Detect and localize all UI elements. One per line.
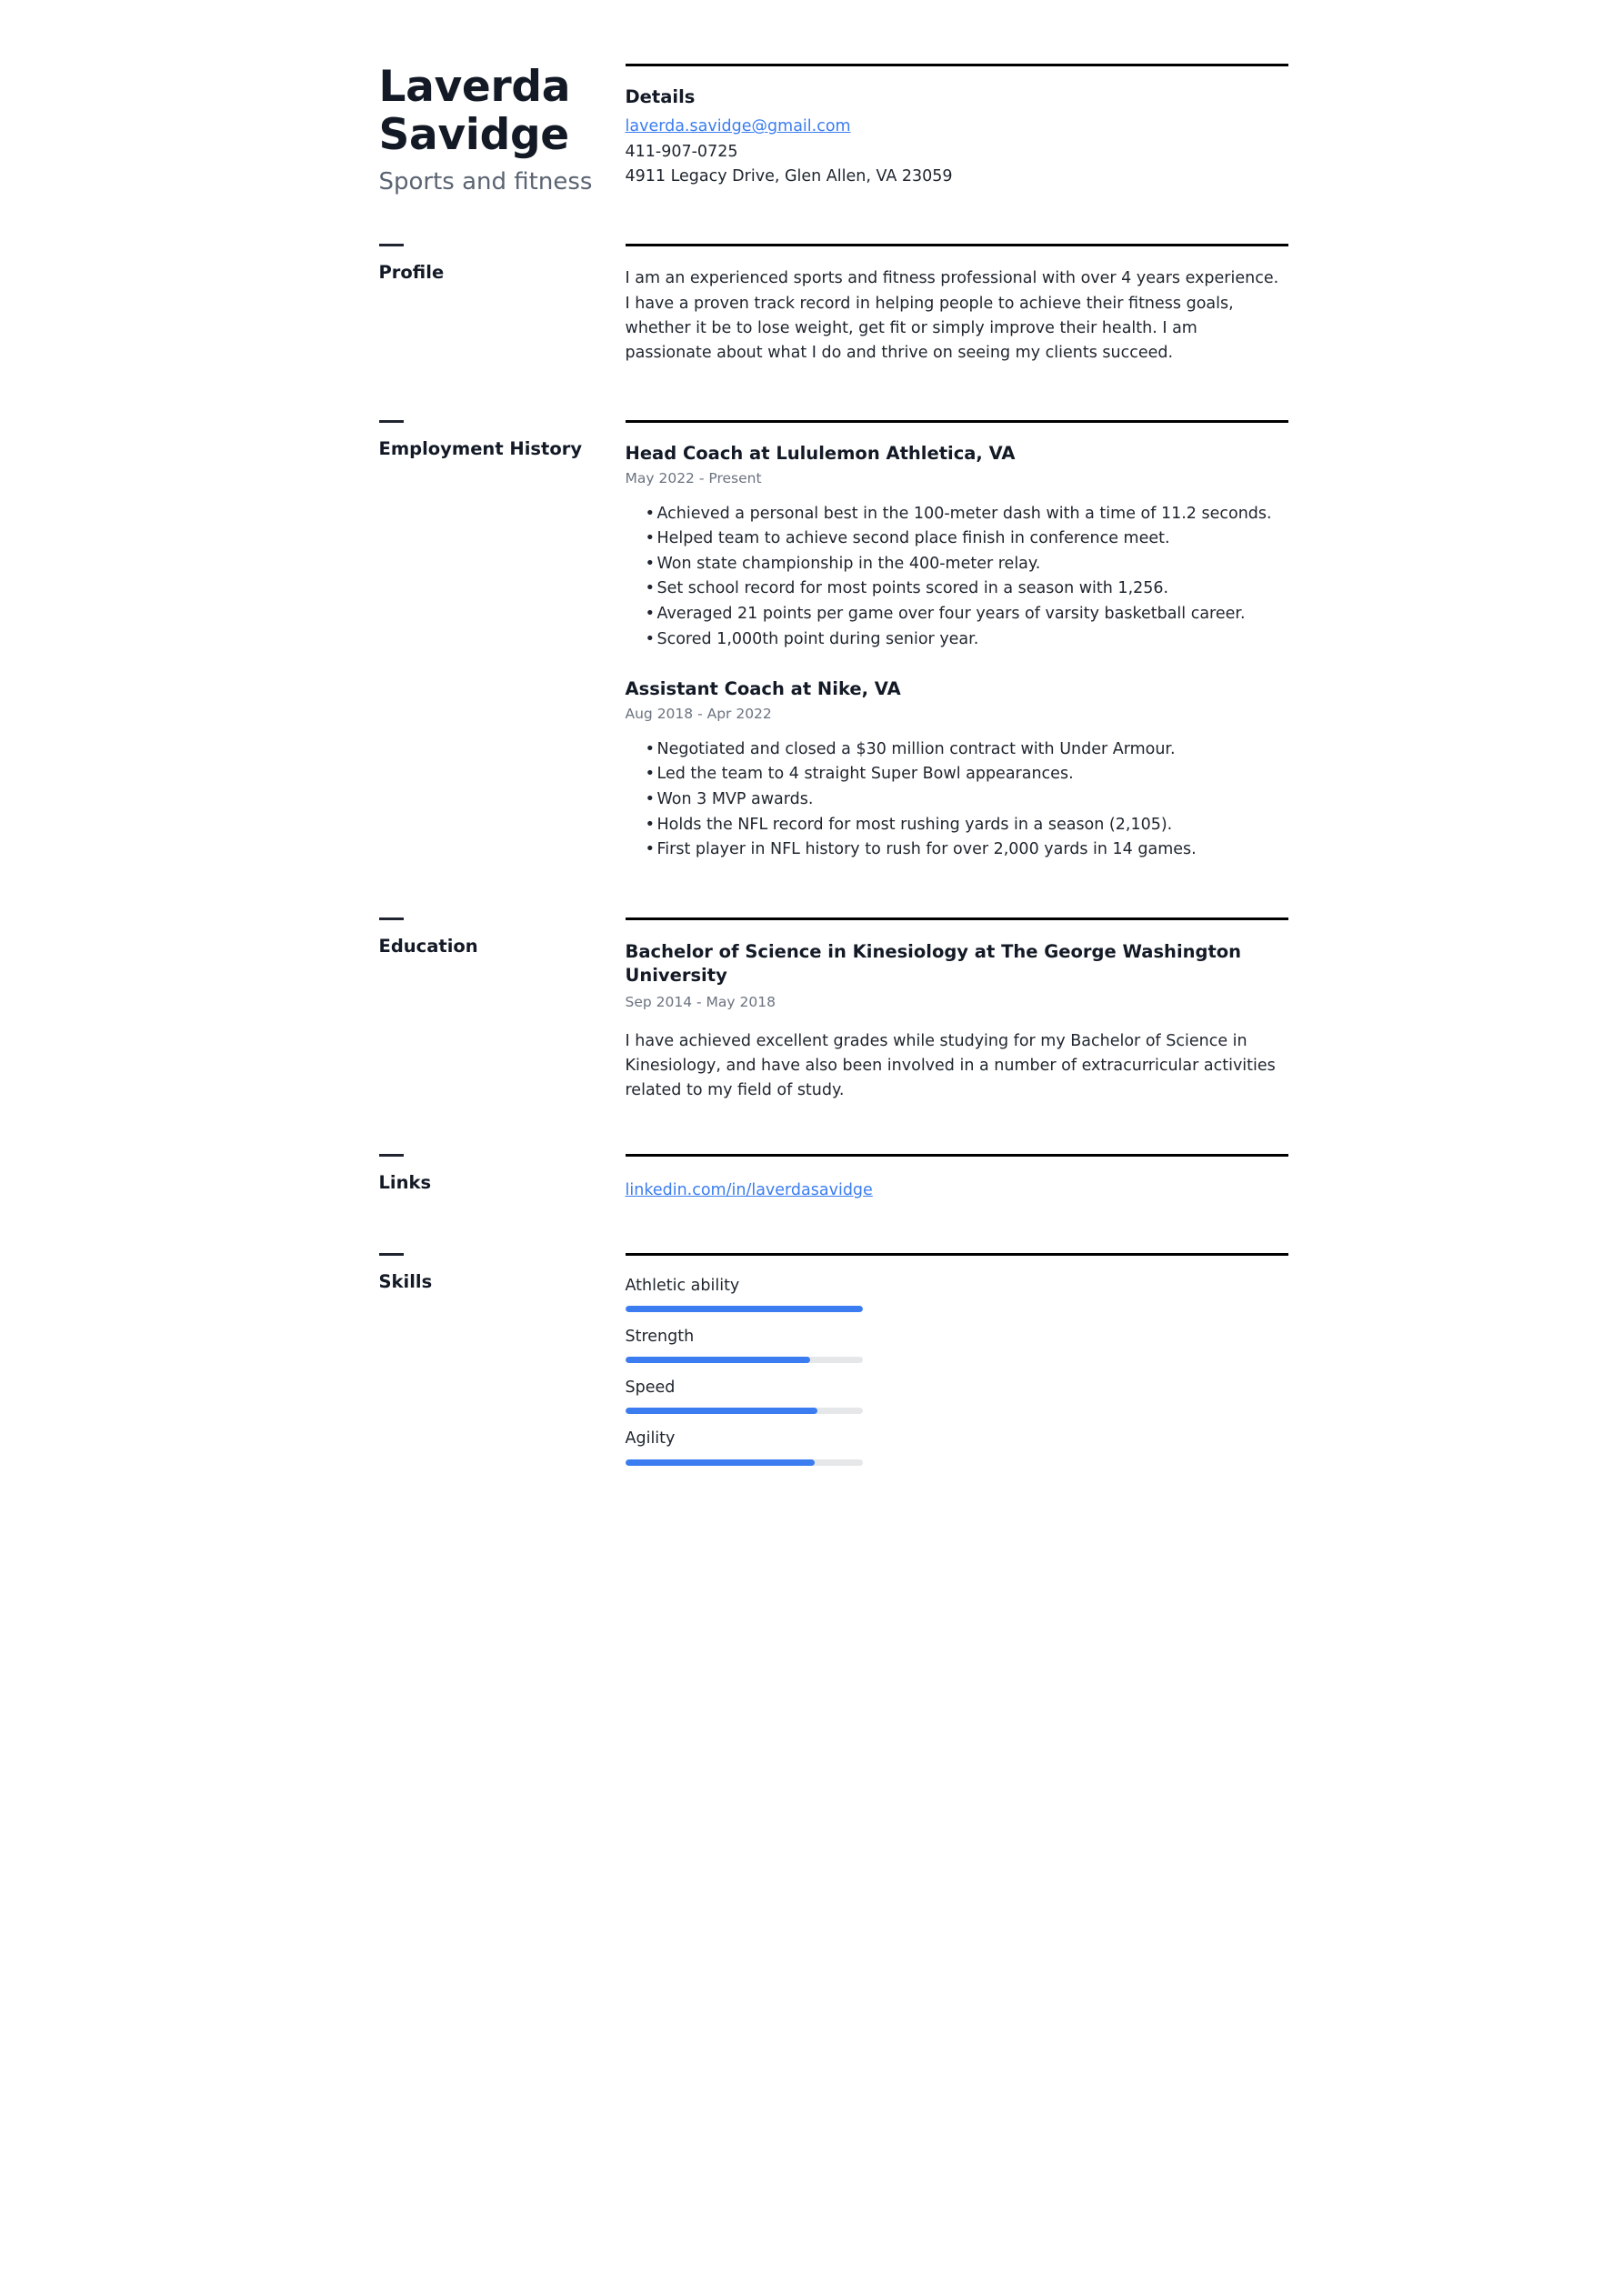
details-heading: Details — [625, 86, 696, 107]
list-item: • Helped team to achieve second place finish in conference meet. — [626, 526, 1288, 551]
education-content — [626, 917, 1321, 1104]
links-label-column — [303, 1154, 626, 1203]
list-item: • Set school record for most points scored in a season with 1,256. — [626, 577, 1288, 601]
degree-title: Bachelor of Science in Kinesiology at The George Washington University — [625, 940, 1242, 987]
skill-progress-track — [626, 1459, 863, 1466]
profile-label: Profile — [378, 262, 445, 284]
job-title-text: Head Coach at Lululemon Athletica, VA — [625, 442, 1016, 464]
links-label: Links — [378, 1171, 432, 1193]
job-bullet-list — [626, 737, 1288, 862]
section-rule-skills — [626, 1253, 1288, 1256]
profile-label-column — [303, 244, 626, 366]
education-dates: Sep 2014 - May 2018 — [625, 994, 776, 1011]
section-rule-education — [626, 917, 1288, 920]
page-title — [379, 64, 626, 159]
skill-item — [626, 1274, 863, 1312]
job-title-text: Assistant Coach at Nike, VA — [625, 678, 901, 700]
label-dash-icon — [379, 1253, 404, 1256]
skill-progress-fill — [626, 1459, 816, 1466]
skills-section — [303, 1253, 1321, 1479]
list-item: • Led the team to 4 straight Super Bowl appearances. — [626, 762, 1288, 787]
job-dates: Aug 2018 - Apr 2022 — [625, 706, 772, 723]
employment-entry — [626, 443, 1288, 651]
list-item: • First player in NFL history to rush for over 2,000 yards in 14 games. — [626, 837, 1288, 862]
links-section — [303, 1154, 1321, 1203]
list-item: • Negotiated and closed a $30 million contract with Under Armour. — [626, 737, 1288, 762]
job-title-subtitle: Sports and fitness — [378, 168, 593, 196]
list-item: • Achieved a personal best in the 100-meter dash with a time of 11.2 seconds. — [626, 502, 1288, 526]
resume-document — [303, 0, 1321, 1479]
education-description: I have achieved excellent grades while studying for my Bachelor of Science in Kinesiology, and have also been involved in a number of extracurricular activities related to my field of study. — [625, 1032, 1276, 1100]
phone-text: 411-907-0725 — [625, 142, 738, 161]
skill-progress-fill — [626, 1306, 863, 1312]
skills-label-column — [303, 1253, 626, 1479]
label-dash-icon — [379, 1154, 404, 1157]
address-text: 4911 Legacy Drive, Glen Allen, VA 23059 — [625, 166, 953, 185]
last-name: Savidge — [378, 109, 569, 160]
list-item: • Won 3 MVP awards. — [626, 787, 1288, 812]
linkedin-link[interactable]: linkedin.com/in/laverdasavidge — [625, 1180, 873, 1199]
employment-section — [303, 420, 1321, 863]
skills-content — [626, 1253, 1321, 1479]
skill-item — [626, 1376, 863, 1414]
label-dash-icon — [379, 917, 404, 920]
education-section — [303, 917, 1321, 1104]
list-item: • Averaged 21 points per game over four years of varsity basketball career. — [626, 602, 1288, 627]
skill-name: Strength — [625, 1327, 695, 1346]
list-item: • Scored 1,000th point during senior year. — [626, 627, 1288, 652]
employment-content — [626, 420, 1321, 863]
section-rule-profile — [626, 244, 1288, 246]
label-dash-icon — [379, 420, 404, 423]
skill-progress-fill — [626, 1357, 811, 1363]
links-content — [626, 1154, 1321, 1203]
section-rule-employment — [626, 420, 1288, 423]
skill-progress-track — [626, 1408, 863, 1414]
employment-label: Employment History — [378, 437, 583, 459]
header-identity — [303, 64, 626, 196]
employment-entry — [626, 678, 1288, 862]
skill-name: Speed — [625, 1379, 676, 1398]
skill-progress-fill — [626, 1408, 817, 1414]
skill-progress-track — [626, 1357, 863, 1363]
education-label-column — [303, 917, 626, 1104]
skills-list — [626, 1274, 863, 1466]
skill-item — [626, 1427, 863, 1465]
profile-content — [626, 244, 1321, 366]
skill-name: Agility — [625, 1429, 676, 1449]
skills-label: Skills — [378, 1270, 433, 1292]
details-section — [626, 64, 1321, 196]
job-dates: May 2022 - Present — [625, 469, 762, 486]
skill-progress-track — [626, 1306, 863, 1312]
section-rule-details — [626, 64, 1288, 66]
list-item: • Won state championship in the 400-meter relay. — [626, 552, 1288, 577]
profile-section — [303, 244, 1321, 366]
education-label: Education — [378, 935, 478, 957]
email-link[interactable]: laverda.savidge@gmail.com — [625, 117, 851, 136]
list-item: • Holds the NFL record for most rushing yards in a season (2,105). — [626, 813, 1288, 837]
label-dash-icon — [379, 244, 404, 246]
job-bullet-list — [626, 502, 1288, 652]
employment-label-column — [303, 420, 626, 863]
first-name: Laverda — [378, 62, 571, 112]
section-rule-links — [626, 1154, 1288, 1157]
skill-name: Athletic ability — [625, 1276, 740, 1295]
skill-item — [626, 1325, 863, 1363]
header-section — [303, 64, 1321, 196]
profile-text: I am an experienced sports and fitness professional with over 4 years experience. I have a proven track record in helping people to achieve their fitness goals, whether it be to lose weight, get fit or simply improve their health. I am passionate about what I do and thrive on seeing my clients succeed. — [625, 269, 1279, 362]
